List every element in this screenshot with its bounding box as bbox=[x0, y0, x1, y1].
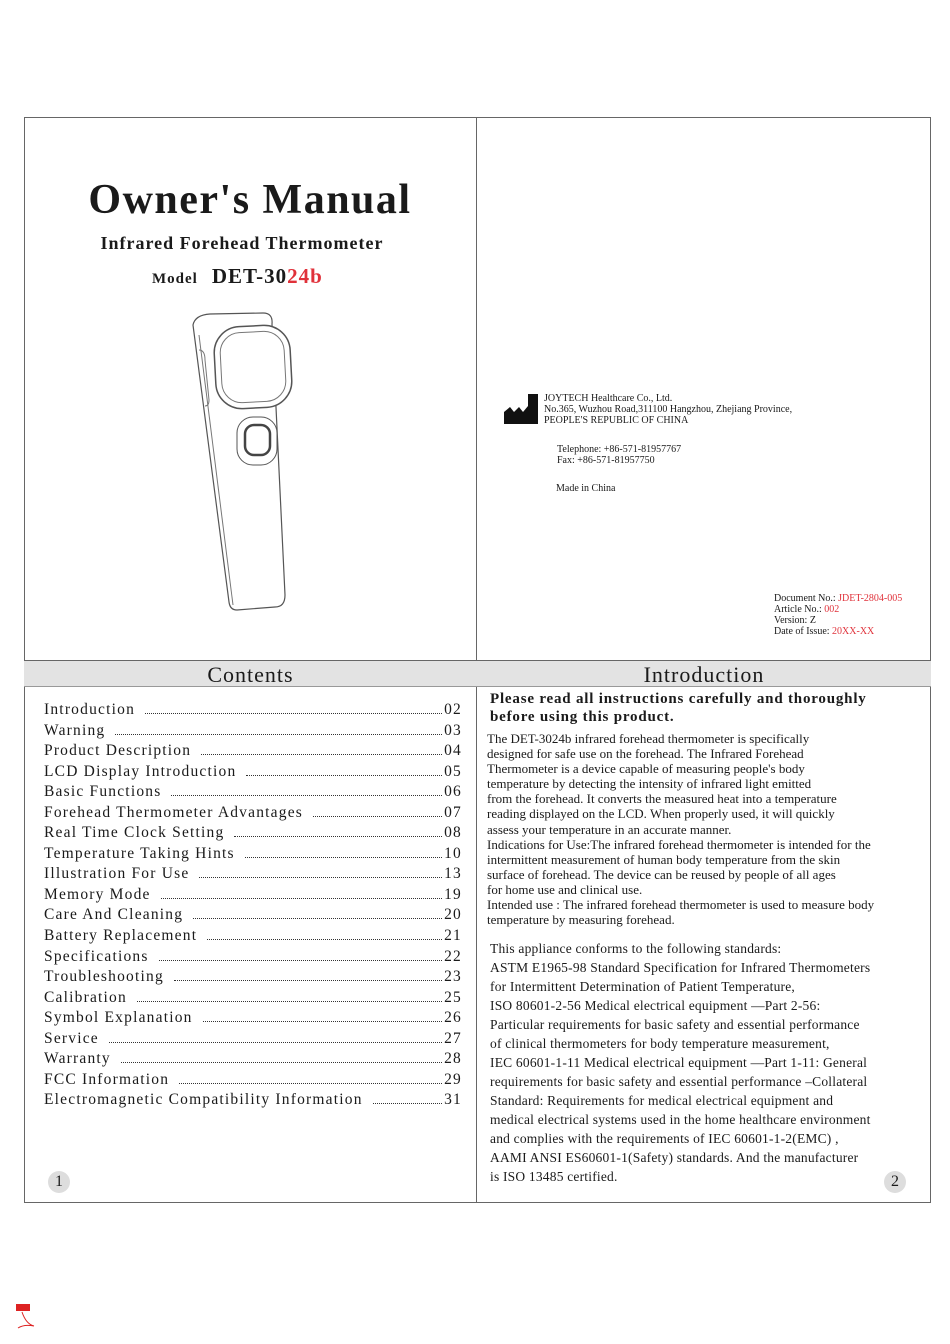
toc-entry[interactable] bbox=[44, 906, 462, 927]
text-line: from the forehead. It converts the measured heat into a temperature bbox=[487, 791, 837, 807]
toc-page: 02 bbox=[444, 701, 462, 718]
model-prefix: DET-30 bbox=[211, 264, 288, 288]
toc-label: Troubleshooting bbox=[44, 968, 164, 986]
text-line: assess your temperature in an accurate manner. bbox=[487, 821, 732, 837]
toc-page: 13 bbox=[444, 865, 462, 883]
toc-leader bbox=[174, 980, 442, 981]
document-label: Document No.: bbox=[774, 593, 839, 604]
toc-leader bbox=[161, 898, 442, 899]
toc-page: 05 bbox=[444, 762, 462, 780]
toc-leader bbox=[234, 836, 442, 837]
text-line: designed for safe use on the forehead. The Infrared Forehead bbox=[487, 746, 804, 762]
toc-label: Service bbox=[44, 1029, 99, 1047]
toc-leader bbox=[313, 816, 442, 817]
toc-entry[interactable] bbox=[44, 968, 462, 989]
text-line: for Intermittent Determination of Patient Temperature, bbox=[490, 979, 796, 994]
toc-label: Product Description bbox=[44, 742, 192, 760]
manufacturer-country: PEOPLE'S REPUBLIC OF CHINA bbox=[544, 415, 689, 426]
made-in: Made in China bbox=[556, 483, 616, 494]
document-info bbox=[774, 593, 902, 637]
toc-page: 28 bbox=[444, 1050, 462, 1068]
text-line: medical electrical systems used in the home healthcare environment bbox=[490, 1112, 871, 1127]
text-line: of clinical thermometers for body temperature measurement, bbox=[490, 1036, 830, 1051]
manufacturer-address: No.365, Wuzhou Road,311100 Hangzhou, Zhejiang Province, bbox=[544, 404, 793, 415]
toc-leader bbox=[199, 877, 442, 878]
toc-leader bbox=[145, 713, 442, 714]
toc-leader bbox=[193, 918, 442, 919]
model-label: Model bbox=[152, 271, 198, 287]
toc-page: 27 bbox=[444, 1029, 462, 1047]
fax: Fax: +86-571-81957750 bbox=[557, 455, 655, 466]
toc-label: Battery Replacement bbox=[44, 927, 198, 945]
telephone: Telephone: +86-571-81957767 bbox=[557, 444, 682, 455]
toc-page: 19 bbox=[444, 885, 462, 903]
toc-page: 20 bbox=[444, 906, 462, 924]
thermometer-illustration bbox=[185, 310, 305, 615]
toc-entry[interactable] bbox=[44, 927, 462, 948]
toc-entry[interactable] bbox=[44, 948, 462, 969]
toc-label: Warning bbox=[44, 721, 106, 739]
toc-entry[interactable] bbox=[44, 742, 462, 763]
text-line: reading displayed on the LCD. When properly used, it will quickly bbox=[487, 806, 835, 822]
text-line: temperature by detecting the intensity of infrared light emitted bbox=[487, 776, 812, 792]
toc-leader bbox=[373, 1103, 442, 1104]
model-line bbox=[152, 264, 323, 289]
toc-page: 22 bbox=[444, 947, 462, 965]
toc-entry[interactable] bbox=[44, 886, 462, 907]
toc-label: Warranty bbox=[44, 1050, 111, 1068]
article-label: Article No.: bbox=[774, 604, 825, 615]
toc-entry[interactable] bbox=[44, 1091, 462, 1112]
toc-leader bbox=[159, 960, 442, 961]
toc-entry[interactable] bbox=[44, 865, 462, 886]
text-line: temperature by measuring forehead. bbox=[487, 912, 675, 928]
toc-leader bbox=[246, 775, 442, 776]
toc-label: Real Time Clock Setting bbox=[44, 824, 225, 842]
toc-page: 08 bbox=[444, 824, 462, 842]
toc-page: 26 bbox=[444, 1009, 462, 1027]
toc-page: 21 bbox=[444, 927, 462, 945]
text-line: The DET-3024b infrared forehead thermometer is specifically bbox=[487, 731, 810, 746]
document-number: JDET-2804-005 bbox=[838, 593, 903, 604]
toc-page: 31 bbox=[444, 1091, 462, 1109]
toc-entry[interactable] bbox=[44, 783, 462, 804]
model-suffix: 24b bbox=[287, 264, 323, 288]
toc-entry[interactable] bbox=[44, 722, 462, 743]
contents-heading: Contents bbox=[24, 660, 477, 687]
toc-label: Basic Functions bbox=[44, 783, 162, 801]
text-line: surface of forehead. The device can be reused by people of all ages bbox=[487, 866, 836, 882]
text-line: intermittent measurement of human body temperature from the skin bbox=[487, 851, 841, 867]
toc-label: Memory Mode bbox=[44, 885, 151, 903]
introduction-heading: Introduction bbox=[477, 660, 931, 687]
toc-leader bbox=[207, 939, 442, 940]
toc-page: 06 bbox=[444, 783, 462, 801]
text-line: for home use and clinical use. bbox=[487, 881, 643, 897]
toc-entry[interactable] bbox=[44, 804, 462, 825]
text-line: Intended use : The infrared forehead thermometer is used to measure body bbox=[487, 897, 875, 913]
toc-label: Symbol Explanation bbox=[44, 1009, 193, 1027]
text-line: Indications for Use:The infrared forehead thermometer is intended for the bbox=[487, 836, 871, 852]
toc-label: Forehead Thermometer Advantages bbox=[44, 803, 304, 821]
table-of-contents bbox=[44, 701, 462, 1112]
toc-entry[interactable] bbox=[44, 989, 462, 1010]
read-instructions-notice bbox=[490, 691, 867, 726]
toc-page: 29 bbox=[444, 1070, 462, 1088]
toc-entry[interactable] bbox=[44, 1030, 462, 1051]
toc-label: Care And Cleaning bbox=[44, 906, 184, 924]
notice-line: before using this product. bbox=[490, 708, 675, 725]
manual-title: Owner's Manual bbox=[88, 177, 412, 223]
manufacturer-icon bbox=[504, 394, 538, 424]
text-line: AAMI ANSI ES60601-1(Safety) standards. And the manufacturer bbox=[490, 1150, 859, 1165]
toc-entry[interactable] bbox=[44, 1009, 462, 1030]
toc-page: 10 bbox=[444, 844, 462, 862]
toc-label: Specifications bbox=[44, 947, 149, 965]
toc-page: 23 bbox=[444, 968, 462, 986]
toc-entry[interactable] bbox=[44, 1071, 462, 1092]
toc-leader bbox=[203, 1021, 442, 1022]
toc-leader bbox=[121, 1062, 442, 1063]
toc-label: Calibration bbox=[44, 988, 127, 1006]
toc-label: LCD Display Introduction bbox=[44, 762, 237, 780]
issue-date: 20XX-XX bbox=[832, 626, 875, 637]
toc-entry[interactable] bbox=[44, 1050, 462, 1071]
text-line: Particular requirements for basic safety and essential performance bbox=[490, 1017, 860, 1032]
toc-page: 25 bbox=[444, 988, 462, 1006]
standards-text bbox=[490, 939, 871, 1186]
toc-leader bbox=[245, 857, 442, 858]
page-number-left: 1 bbox=[48, 1171, 70, 1193]
date-label: Date of Issue: bbox=[774, 626, 833, 637]
toc-leader bbox=[109, 1042, 442, 1043]
toc-entry[interactable] bbox=[44, 763, 462, 784]
text-line: Standard: Requirements for medical electrical equipment and bbox=[490, 1093, 834, 1108]
text-line: and complies with the requirements of IEC 60601-1-2(EMC) , bbox=[490, 1131, 839, 1146]
toc-page: 03 bbox=[444, 721, 462, 739]
manufacturer-name: JOYTECH Healthcare Co., Ltd. bbox=[544, 393, 673, 404]
text-line: This appliance conforms to the following standards: bbox=[490, 941, 782, 956]
toc-label: Electromagnetic Compatibility Information bbox=[44, 1091, 363, 1109]
text-line: IEC 60601-1-11 Medical electrical equipment —Part 1-11: General bbox=[490, 1055, 868, 1070]
manual-subtitle: Infrared Forehead Thermometer bbox=[100, 233, 384, 253]
version: Version: Z bbox=[774, 615, 816, 626]
notice-line: Please read all instructions carefully and thoroughly bbox=[490, 691, 867, 707]
page-number-right: 2 bbox=[884, 1171, 906, 1193]
toc-page: 07 bbox=[444, 803, 462, 821]
toc-leader bbox=[179, 1083, 442, 1084]
toc-label: Introduction bbox=[44, 701, 136, 718]
text-line: is ISO 13485 certified. bbox=[490, 1169, 618, 1184]
toc-leader bbox=[115, 734, 442, 735]
toc-entry[interactable] bbox=[44, 701, 462, 722]
pdf-icon bbox=[14, 1302, 38, 1330]
toc-label: FCC Information bbox=[44, 1070, 170, 1088]
text-line: requirements for basic safety and essential performance –Collateral bbox=[490, 1074, 868, 1089]
toc-label: Illustration For Use bbox=[44, 865, 190, 883]
toc-entry[interactable] bbox=[44, 845, 462, 866]
article-number: 002 bbox=[824, 604, 840, 615]
text-line: ISO 80601-2-56 Medical electrical equipment —Part 2-56: bbox=[490, 998, 821, 1013]
toc-page: 04 bbox=[444, 742, 462, 760]
introduction-body bbox=[487, 731, 874, 927]
toc-label: Temperature Taking Hints bbox=[44, 844, 235, 862]
text-line: Thermometer is a device capable of measuring people's body bbox=[487, 761, 805, 777]
toc-leader bbox=[137, 1001, 442, 1002]
toc-leader bbox=[171, 795, 442, 796]
toc-leader bbox=[201, 754, 442, 755]
toc-entry[interactable] bbox=[44, 824, 462, 845]
text-line: ASTM E1965-98 Standard Specification for Infrared Thermometers bbox=[490, 960, 871, 975]
